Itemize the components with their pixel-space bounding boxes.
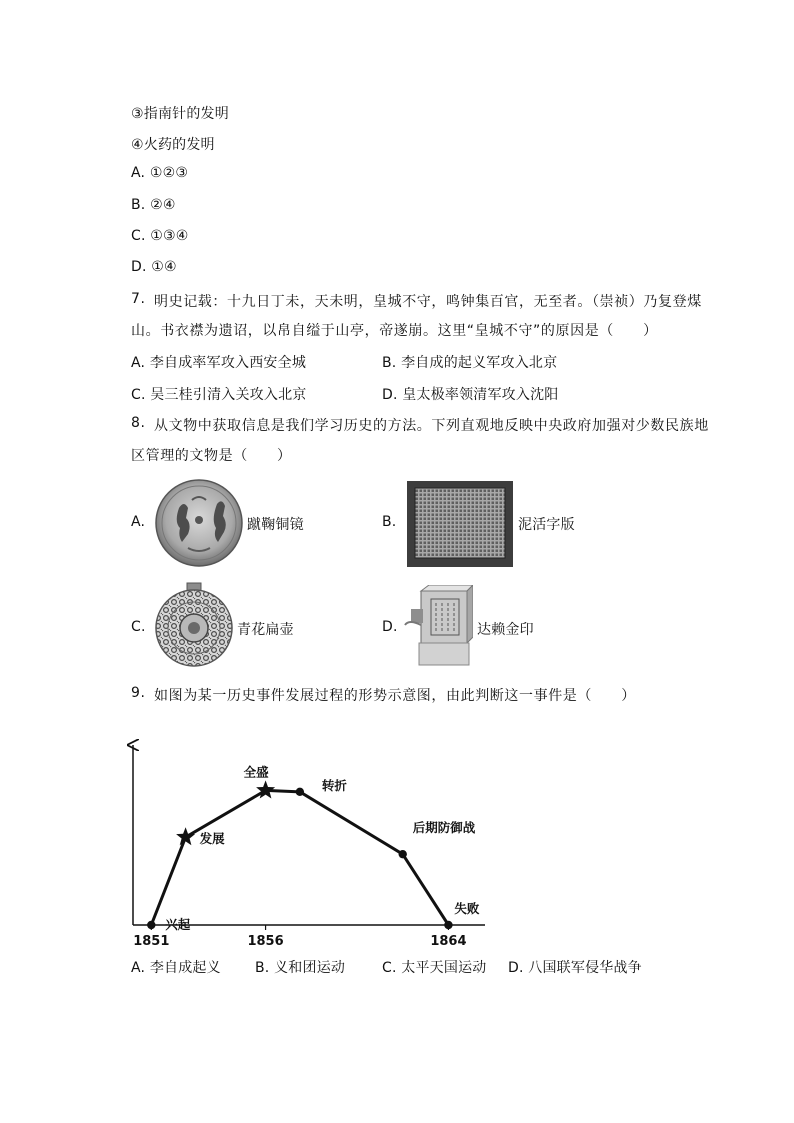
bronze-mirror-image	[154, 478, 244, 568]
point-marker	[444, 921, 452, 929]
q8-option-d-letter: D.	[382, 619, 398, 635]
q8-option-d-caption: 达赖金印	[477, 622, 534, 638]
q7-stem-line2: 山。书衣襟为遗诏，以帛自缢于山亭，帝遂崩。这里“皇城不守”的原因是（ ）	[131, 323, 658, 339]
clay-type-plate-image	[407, 481, 513, 567]
q9-option-d: D. 八国联军侵华战争	[508, 960, 642, 976]
q8-stem-line2: 区管理的文物是（ ）	[131, 448, 292, 464]
point-label: 全盛	[243, 764, 269, 780]
q6-option-b: B. ②④	[131, 197, 176, 213]
q8-option-c-caption: 青花扁壶	[237, 622, 294, 638]
q8-stem-line1: 从文物中获取信息是我们学习历史的方法。下列直观地反映中央政府加强对少数民族地	[154, 418, 709, 434]
q6-option-d: D. ①④	[131, 259, 177, 275]
point-marker	[399, 850, 407, 858]
point-label: 后期防御战	[412, 820, 476, 836]
q8-number: 8.	[131, 415, 146, 431]
q9-stem: 如图为某一历史事件发展过程的形势示意图，由此判断这一事件是（ ）	[154, 688, 636, 704]
gold-seal-image	[401, 585, 473, 667]
point-marker	[296, 788, 304, 796]
q7-option-d: D. 皇太极率领清军攻入沈阳	[382, 387, 559, 403]
q8-option-b-letter: B.	[382, 514, 397, 530]
star-marker	[176, 827, 195, 845]
x-tick-label: 1864	[430, 934, 467, 949]
q6-item-3: ③指南针的发明	[131, 106, 229, 122]
q7-option-b: B. 李自成的起义军攻入北京	[382, 355, 558, 371]
point-label: 失败	[454, 901, 480, 916]
q7-stem-line1: 明史记载：十九日丁未，天未明，皇城不守，鸣钟集百官，无至者。（崇祯）乃复登煤	[154, 294, 702, 310]
x-tick-label: 1851	[133, 934, 170, 949]
q9-option-c: C. 太平天国运动	[382, 960, 487, 976]
point-label: 兴起	[165, 917, 191, 932]
point-label: 发展	[199, 831, 225, 847]
q7-option-a: A. 李自成率军攻入西安全城	[131, 355, 307, 371]
q6-item-4: ④火药的发明	[131, 137, 215, 153]
x-tick-label: 1856	[247, 934, 284, 949]
q7-option-c: C. 吴三桂引清入关攻入北京	[131, 387, 307, 403]
q9-number: 9.	[131, 685, 146, 701]
q8-option-a-caption: 蹴鞠铜镜	[247, 517, 304, 533]
q9-option-b: B. 义和团运动	[255, 960, 346, 976]
q8-option-c-letter: C.	[131, 619, 146, 635]
q8-option-a-letter: A.	[131, 514, 146, 530]
q6-option-a: A. ①②③	[131, 165, 189, 181]
point-marker	[147, 921, 155, 929]
q7-number: 7.	[131, 291, 146, 307]
blue-white-flask-image	[154, 582, 234, 668]
taiping-trend-chart	[110, 735, 510, 955]
q6-option-c: C. ①③④	[131, 228, 189, 244]
q8-option-b-caption: 泥活字版	[518, 517, 575, 533]
q9-option-a: A. 李自成起义	[131, 960, 221, 976]
point-label: 转折	[321, 777, 347, 793]
